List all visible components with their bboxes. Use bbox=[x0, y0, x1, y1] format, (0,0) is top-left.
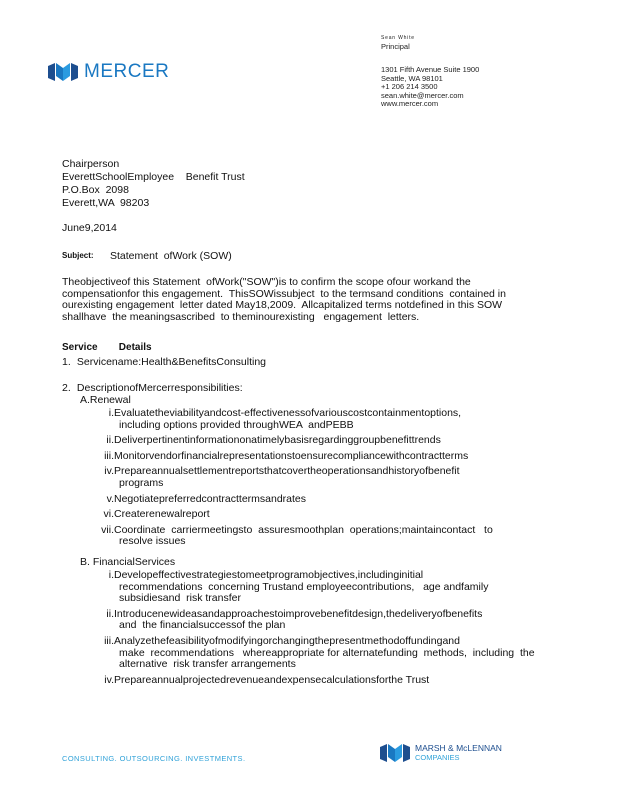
mmc-logo bbox=[380, 744, 502, 762]
list-item-line: make recommendations whereappropriate for alternatefunding methods, including the bbox=[119, 646, 535, 659]
list-item-line: recommendations concerning Trustand employeecontributions, age andfamily bbox=[119, 580, 489, 593]
roman-numeral: iv. bbox=[104, 465, 114, 478]
service-header-label: Service bbox=[62, 342, 98, 353]
list-item-line: Analyzethefeasibilityofmodifyingorchangingthepresentmethodoffundingand bbox=[114, 635, 460, 647]
mmc-logo-text: MARSH & McLENNAN bbox=[415, 743, 502, 753]
service-details-header bbox=[62, 342, 152, 353]
list-item-line: Prepareannualprojectedrevenueandexpensecalculationsforthe Trust bbox=[114, 673, 430, 686]
sender-name: Sean White bbox=[381, 35, 415, 41]
item-2 bbox=[62, 383, 243, 395]
list-item-line: Monitorvendorfinancialrepresentationstoensurecompliancewithcontractterms bbox=[114, 449, 469, 462]
list-item-line: programs bbox=[119, 477, 164, 489]
intro-line: ourexisting engagement letter dated May18,2009. Allcapitalized terms notdefined in this SOW bbox=[62, 299, 503, 312]
intro-line: shallhave the meaningsascribed to theminourexisting engagement letters. bbox=[62, 310, 420, 323]
item-number: 2. bbox=[62, 382, 71, 394]
item-1 bbox=[62, 357, 266, 369]
roman-numeral: vi. bbox=[103, 508, 114, 521]
recipient-block bbox=[62, 158, 245, 210]
roman-numeral: i. bbox=[108, 569, 114, 581]
list-item-line: and the financialsuccessof the plan bbox=[119, 619, 286, 632]
list-item-line: Deliverpertinentinformationonatimelybasisregardinggroupbenefittrends bbox=[114, 434, 441, 447]
mercer-logo bbox=[48, 61, 169, 83]
mercer-mark-icon bbox=[48, 63, 78, 81]
list-item-line: Createrenewalreport bbox=[114, 508, 210, 521]
mercer-logo-text: MERCER bbox=[84, 61, 170, 82]
list-item-line: Negotiatepreferredcontracttermsandrates bbox=[114, 492, 307, 505]
address-website: www.mercer.com bbox=[381, 99, 439, 109]
mmc-companies-text: COMPANIES bbox=[415, 753, 460, 762]
recipient-line: Everett,WA 98203 bbox=[62, 197, 150, 209]
roman-numeral: iv. bbox=[104, 673, 114, 686]
item-text: DescriptionofMercerresponsibilities: bbox=[76, 382, 243, 394]
list-item-line: alternative risk transfer arrangements bbox=[119, 658, 296, 671]
address-line: 1301 Fifth Avenue Suite 1900 bbox=[381, 65, 480, 74]
mmc-mark-icon bbox=[380, 744, 410, 762]
sender-title: Principal bbox=[381, 41, 410, 51]
address-line: Seattle, WA 98101 bbox=[381, 73, 443, 83]
intro-line: compensationfor this engagement. ThisSOWissubject to the termsand conditions contained in bbox=[62, 287, 506, 300]
sender-address bbox=[381, 66, 479, 109]
sender-block bbox=[381, 34, 415, 51]
roman-numeral: iii. bbox=[104, 449, 114, 462]
list-item-line: including options provided throughWEA andPEBB bbox=[119, 418, 354, 431]
letter-date: June9,2014 bbox=[62, 222, 117, 234]
list-item-line: Prepareannualsettlementreportsthatcovertheoperationsandhistoryofbenefit bbox=[114, 465, 460, 478]
address-email: sean.white@mercer.com bbox=[381, 90, 464, 100]
address-line: +1 206 214 3500 bbox=[381, 82, 438, 92]
subject-label: Subject: bbox=[62, 251, 94, 260]
roman-numeral: ii. bbox=[106, 434, 114, 447]
item-number: 1. bbox=[62, 356, 71, 368]
footer-tagline: CONSULTING. OUTSOURCING. INVESTMENTS. bbox=[62, 754, 246, 763]
list-item-line: Developeffectivestrategiestomeetprogramobjectives,includinginitial bbox=[114, 569, 424, 581]
details-header-label: Details bbox=[118, 342, 152, 353]
subject-line bbox=[62, 250, 232, 262]
list-item-line: Introducenewideasandapproachestoimprovebenefitdesign,thedeliveryofbenefits bbox=[114, 607, 483, 620]
list-item-line: subsidiesand risk transfer bbox=[119, 592, 241, 605]
list-item-line: resolve issues bbox=[119, 535, 186, 548]
section-a-label: A.Renewal bbox=[80, 394, 131, 406]
roman-numeral: v. bbox=[106, 492, 114, 505]
intro-paragraph bbox=[62, 277, 550, 323]
list-item-line: Evaluatetheviabilityandcost-effectivenessofvariouscostcontainmentoptions, bbox=[114, 407, 462, 419]
subject-text: Statement ofWork (SOW) bbox=[110, 250, 232, 262]
recipient-line: P.O.Box 2098 bbox=[62, 184, 129, 196]
roman-numeral: ii. bbox=[106, 607, 114, 620]
recipient-line: Chairperson bbox=[62, 158, 120, 170]
roman-numeral: i. bbox=[108, 407, 114, 419]
roman-numeral: iii. bbox=[104, 635, 114, 647]
intro-line: Theobjectiveof this Statement ofWork("SOW")is to confirm the scope ofour workand the bbox=[62, 276, 471, 288]
item-text: Servicename:Health&BenefitsConsulting bbox=[76, 356, 267, 368]
list-item-line: Coordinate carriermeetingsto assuresmoothplan operations;maintaincontact to bbox=[114, 523, 493, 536]
section-b-label: B. FinancialServices bbox=[80, 556, 176, 568]
recipient-line: EverettSchoolEmployee Benefit Trust bbox=[62, 171, 245, 183]
roman-numeral: vii. bbox=[101, 523, 114, 536]
